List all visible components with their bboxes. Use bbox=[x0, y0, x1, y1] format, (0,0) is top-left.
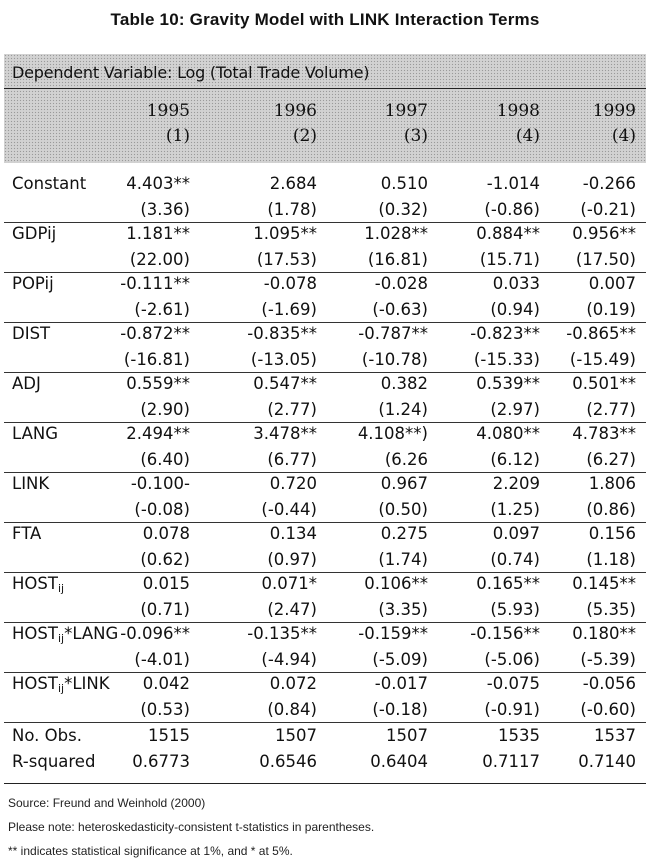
t-stat-cell: (0.86) bbox=[586, 499, 636, 519]
coefficient-cell: -0.865** bbox=[566, 324, 636, 343]
source-note: Source: Freund and Weinhold (2000) bbox=[8, 796, 206, 810]
coefficient-cell: -0.028 bbox=[374, 274, 428, 293]
stat-value-cell: 0.7117 bbox=[482, 752, 540, 771]
coefficient-cell: 2.684 bbox=[269, 174, 317, 193]
coefficient-cell: 0.015 bbox=[142, 574, 190, 593]
stat-value-cell: 0.6404 bbox=[370, 752, 428, 771]
stat-value-cell: 0.7140 bbox=[578, 752, 636, 771]
coefficient-cell: 0.165** bbox=[476, 574, 540, 593]
column-year: 1995 bbox=[146, 101, 190, 121]
t-stat-cell: (-5.09) bbox=[372, 649, 428, 669]
column-header-4 bbox=[430, 99, 540, 149]
row-label-text: LANG bbox=[12, 424, 58, 443]
stat-label: R-squared bbox=[12, 752, 96, 771]
t-stat-cell: (-2.61) bbox=[134, 299, 190, 319]
column-header-2 bbox=[207, 99, 317, 149]
row-separator bbox=[4, 422, 646, 423]
row-separator bbox=[4, 222, 646, 223]
row-label-text: POPij bbox=[12, 274, 54, 293]
t-stat-cell: (-5.39) bbox=[580, 649, 636, 669]
t-stat-cell: (-0.44) bbox=[261, 499, 317, 519]
t-stat-cell: (-16.81) bbox=[123, 349, 190, 369]
row-separator bbox=[4, 472, 646, 473]
row-label-subscript: ij bbox=[57, 682, 65, 695]
coefficient-cell: 0.501** bbox=[572, 374, 636, 393]
stat-value-cell: 0.6773 bbox=[132, 752, 190, 771]
coefficient-cell: -0.096** bbox=[120, 624, 190, 643]
coefficient-cell: 0.072 bbox=[269, 674, 317, 693]
row-label-text: HOST bbox=[12, 574, 58, 593]
t-stat-cell: (0.32) bbox=[378, 199, 428, 219]
t-stat-cell: (1.78) bbox=[267, 199, 317, 219]
stat-value-cell: 1507 bbox=[275, 726, 317, 745]
t-stat-cell: (0.97) bbox=[267, 549, 317, 569]
coefficient-cell: -1.014 bbox=[486, 174, 540, 193]
column-number: (3) bbox=[403, 126, 428, 146]
row-separator bbox=[4, 722, 646, 723]
row-separator bbox=[4, 672, 646, 673]
coefficient-cell: 0.078 bbox=[142, 524, 190, 543]
coefficient-cell: 0.539** bbox=[476, 374, 540, 393]
column-header-5 bbox=[526, 99, 636, 149]
t-stat-cell: (-0.08) bbox=[134, 499, 190, 519]
coefficient-cell: 0.033 bbox=[492, 274, 540, 293]
t-stat-cell: (-10.78) bbox=[361, 349, 428, 369]
t-stat-cell: (3.36) bbox=[140, 199, 190, 219]
coefficient-cell: 1.028** bbox=[364, 224, 428, 243]
coefficient-cell: 0.007 bbox=[588, 274, 636, 293]
row-label bbox=[12, 574, 64, 595]
row-label-text: Constant bbox=[12, 174, 87, 193]
t-stat-cell: (2.47) bbox=[267, 599, 317, 619]
row-label-suffix: *LINK bbox=[64, 674, 110, 693]
t-stat-cell: (-4.01) bbox=[134, 649, 190, 669]
t-stat-cell: (-1.69) bbox=[261, 299, 317, 319]
column-header-3 bbox=[318, 99, 428, 149]
t-stat-cell: (0.19) bbox=[586, 299, 636, 319]
coefficient-cell: 2.494** bbox=[126, 424, 190, 443]
coefficient-cell: 0.510 bbox=[380, 174, 428, 193]
column-year: 1998 bbox=[496, 101, 540, 121]
t-stat-cell: (-0.60) bbox=[580, 699, 636, 719]
coefficient-cell: -0.135** bbox=[247, 624, 317, 643]
row-label bbox=[12, 174, 86, 193]
coefficient-cell: 0.156 bbox=[588, 524, 636, 543]
t-stat-cell: (6.77) bbox=[267, 449, 317, 469]
t-stat-cell: (22.00) bbox=[129, 249, 190, 269]
row-label bbox=[12, 424, 58, 443]
coefficient-cell: -0.835** bbox=[247, 324, 317, 343]
stat-value-cell: 1515 bbox=[148, 726, 190, 745]
t-stat-cell: (-15.49) bbox=[569, 349, 636, 369]
t-stat-cell: (-0.21) bbox=[580, 199, 636, 219]
row-label bbox=[12, 274, 54, 293]
row-label-text: GDPij bbox=[12, 224, 57, 243]
header-divider bbox=[4, 88, 646, 89]
coefficient-cell: -0.078 bbox=[263, 274, 317, 293]
row-label-text: ADJ bbox=[12, 374, 41, 393]
column-number: (4) bbox=[515, 126, 540, 146]
t-stat-cell: (3.35) bbox=[378, 599, 428, 619]
column-header-1 bbox=[80, 99, 190, 149]
coefficient-cell: -0.111** bbox=[120, 274, 190, 293]
row-label-text: HOST bbox=[12, 674, 58, 693]
t-stat-cell: (0.62) bbox=[140, 549, 190, 569]
t-stat-cell: (17.50) bbox=[575, 249, 636, 269]
coefficient-cell: 0.547** bbox=[253, 374, 317, 393]
coefficient-cell: 0.720 bbox=[269, 474, 317, 493]
row-label bbox=[12, 224, 56, 243]
stat-value-cell: 1507 bbox=[386, 726, 428, 745]
significance-note: ** indicates statistical significance at 1%, and * at 5%. bbox=[8, 844, 293, 858]
coefficient-cell: 0.134 bbox=[269, 524, 317, 543]
coefficient-cell: 0.884** bbox=[476, 224, 540, 243]
t-stat-cell: (5.93) bbox=[490, 599, 540, 619]
t-stat-cell: (2.77) bbox=[267, 399, 317, 419]
coefficient-cell: 2.209 bbox=[492, 474, 540, 493]
coefficient-cell: 4.080** bbox=[476, 424, 540, 443]
coefficient-cell: 0.145** bbox=[572, 574, 636, 593]
t-stat-cell: (-0.91) bbox=[484, 699, 540, 719]
t-stat-cell: (-13.05) bbox=[250, 349, 317, 369]
row-separator bbox=[4, 372, 646, 373]
t-stat-cell: (1.25) bbox=[490, 499, 540, 519]
coefficient-cell: 0.382 bbox=[380, 374, 428, 393]
coefficient-cell: 0.956** bbox=[572, 224, 636, 243]
row-separator bbox=[4, 272, 646, 273]
coefficient-cell: -0.787** bbox=[358, 324, 428, 343]
row-label bbox=[12, 474, 49, 493]
coefficient-cell: -0.075 bbox=[486, 674, 540, 693]
table-bottom-rule bbox=[4, 783, 646, 784]
row-label-subscript: ij bbox=[57, 582, 65, 595]
t-stat-cell: (0.53) bbox=[140, 699, 190, 719]
row-label-suffix: *LANG bbox=[64, 624, 119, 643]
t-stat-cell: (0.71) bbox=[140, 599, 190, 619]
coefficient-cell: 3.478** bbox=[253, 424, 317, 443]
coefficient-cell: 0.042 bbox=[142, 674, 190, 693]
row-separator bbox=[4, 622, 646, 623]
t-stat-cell: (1.18) bbox=[586, 549, 636, 569]
t-stat-cell: (2.90) bbox=[140, 399, 190, 419]
coefficient-cell: 0.071* bbox=[261, 574, 317, 593]
coefficient-cell: 1.806 bbox=[588, 474, 636, 493]
row-label-text: DIST bbox=[12, 324, 51, 343]
t-stat-cell: (-4.94) bbox=[261, 649, 317, 669]
t-stat-cell: (15.71) bbox=[479, 249, 540, 269]
t-stat-cell: (6.27) bbox=[586, 449, 636, 469]
coefficient-cell: 4.403** bbox=[126, 174, 190, 193]
row-label-text: LINK bbox=[12, 474, 50, 493]
t-stat-cell: (17.53) bbox=[256, 249, 317, 269]
column-number: (2) bbox=[292, 126, 317, 146]
column-number: (4) bbox=[611, 126, 636, 146]
row-separator bbox=[4, 322, 646, 323]
stat-value-cell: 1535 bbox=[498, 726, 540, 745]
coefficient-cell: -0.266 bbox=[582, 174, 636, 193]
t-stat-cell: (16.81) bbox=[367, 249, 428, 269]
row-label-text: HOST bbox=[12, 624, 58, 643]
t-stat-cell: (5.35) bbox=[586, 599, 636, 619]
coefficient-cell: 4.108**) bbox=[357, 424, 428, 443]
coefficient-cell: -0.056 bbox=[582, 674, 636, 693]
t-stat-cell: (0.94) bbox=[490, 299, 540, 319]
coefficient-cell: -0.017 bbox=[374, 674, 428, 693]
t-stat-cell: (6.40) bbox=[140, 449, 190, 469]
coefficient-cell: -0.100- bbox=[130, 474, 190, 493]
coefficient-cell: -0.156** bbox=[470, 624, 540, 643]
coefficient-cell: -0.872** bbox=[120, 324, 190, 343]
coefficient-cell: 0.180** bbox=[572, 624, 636, 643]
coefficient-cell: 1.095** bbox=[253, 224, 317, 243]
stat-label: No. Obs. bbox=[12, 726, 82, 745]
coefficient-cell: 4.783** bbox=[572, 424, 636, 443]
coefficient-cell: 1.181** bbox=[126, 224, 190, 243]
t-stat-cell: (6.12) bbox=[490, 449, 540, 469]
t-stat-cell: (-5.06) bbox=[484, 649, 540, 669]
coefficient-cell: 0.967 bbox=[380, 474, 428, 493]
t-stat-cell: (0.74) bbox=[490, 549, 540, 569]
row-separator bbox=[4, 572, 646, 573]
t-stat-cell: (6.26 bbox=[384, 449, 428, 469]
row-label-subscript: ij bbox=[57, 632, 65, 645]
t-stat-cell: (-0.18) bbox=[372, 699, 428, 719]
t-stat-cell: (-0.63) bbox=[372, 299, 428, 319]
stat-value-cell: 1537 bbox=[594, 726, 636, 745]
t-stat-cell: (2.77) bbox=[586, 399, 636, 419]
column-year: 1996 bbox=[273, 101, 317, 121]
t-stat-cell: (1.74) bbox=[378, 549, 428, 569]
coefficient-cell: 0.275 bbox=[380, 524, 428, 543]
row-label bbox=[12, 324, 50, 343]
column-year: 1999 bbox=[592, 101, 636, 121]
t-stat-cell: (-0.86) bbox=[484, 199, 540, 219]
coefficient-cell: 0.097 bbox=[492, 524, 540, 543]
column-number: (1) bbox=[165, 126, 190, 146]
coefficient-cell: 0.106** bbox=[364, 574, 428, 593]
row-label-text: FTA bbox=[12, 524, 42, 543]
coefficient-cell: -0.823** bbox=[470, 324, 540, 343]
parentheses-note: Please note: heteroskedasticity-consistent t-statistics in parentheses. bbox=[8, 820, 375, 834]
table-title: Table 10: Gravity Model with LINK Interaction Terms bbox=[110, 10, 540, 29]
t-stat-cell: (2.97) bbox=[490, 399, 540, 419]
column-year: 1997 bbox=[384, 101, 428, 121]
t-stat-cell: (0.50) bbox=[378, 499, 428, 519]
coefficient-cell: 0.559** bbox=[126, 374, 190, 393]
t-stat-cell: (-15.33) bbox=[473, 349, 540, 369]
row-label bbox=[12, 524, 41, 543]
t-stat-cell: (1.24) bbox=[378, 399, 428, 419]
stat-value-cell: 0.6546 bbox=[259, 752, 317, 771]
row-label bbox=[12, 374, 41, 393]
coefficient-cell: -0.159** bbox=[358, 624, 428, 643]
dependent-variable-label: Dependent Variable: Log (Total Trade Volume) bbox=[12, 63, 370, 82]
t-stat-cell: (0.84) bbox=[267, 699, 317, 719]
row-separator bbox=[4, 522, 646, 523]
